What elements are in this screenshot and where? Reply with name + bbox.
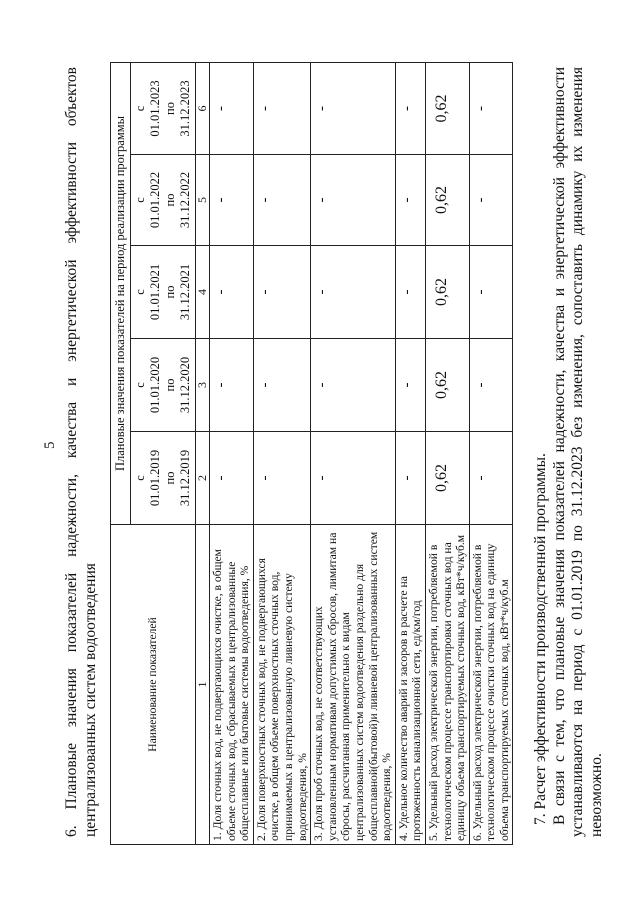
column-number: 5 (196, 155, 210, 246)
indicator-value: - (311, 432, 396, 525)
indicator-value: - (253, 246, 310, 339)
period-header: с 01.01.2022 по 31.12.2022 (131, 155, 196, 246)
indicator-value: 0,62 (425, 246, 469, 339)
indicator-value: 0,62 (425, 62, 469, 154)
indicator-value: - (469, 246, 513, 339)
indicator-value: - (311, 246, 396, 339)
indicator-value: 0,62 (425, 432, 469, 525)
indicator-value: - (469, 432, 513, 525)
section-7-paragraph (551, 67, 607, 837)
column-number: 6 (196, 62, 210, 154)
indicator-name: 6. Удельный расход электрической энергии, потребляемой в технологическом процессе очистки сточных вод на единицу объема транспортируемых сточных вод, кВт*ч/куб.м (469, 525, 513, 845)
table-row (210, 62, 254, 844)
indicator-value: - (469, 155, 513, 246)
column-number: 2 (196, 432, 210, 525)
period-header: с 01.01.2021 по 31.12.2021 (131, 246, 196, 339)
period-header: с 01.01.2020 по 31.12.2020 (131, 339, 196, 432)
indicator-name: 4. Удельное количество аварий и засоров в расчете на протяженность канализационной сети, ед/км/год (395, 525, 425, 845)
table-row (425, 62, 469, 844)
section-6-heading (62, 67, 100, 837)
period-header: с 01.01.2023 по 31.12.2023 (131, 62, 196, 154)
section-6-heading-line-2: централизованных систем водоотведения (82, 563, 99, 837)
indicator-value: - (210, 246, 254, 339)
period-header: с 01.01.2019 по 31.12.2019 (131, 432, 196, 525)
page-number: 5 (42, 441, 58, 449)
indicator-value: - (253, 62, 310, 154)
indicator-name: 2. Доля поверхностных сточных вод, не подвергающихся очистке, в общем объеме поверхностных сточных вод, принимаемых в централизованную ливневую систему водоотведения, % (253, 525, 310, 845)
indicator-name: 3. Доля проб сточных вод, не соответствующих установленным нормативам допустимых сбросов, лимитам на сбросы, рассчитанная применительно к видам централизованных систем водоотведения раздельно для общесплавной(бытовой)и ливневой централизованных систем водоотведения, % (311, 525, 396, 845)
indicator-value: - (395, 62, 425, 154)
indicator-value: 0,62 (425, 339, 469, 432)
indicator-value: - (395, 246, 425, 339)
indicator-value: - (395, 339, 425, 432)
section-7 (532, 67, 606, 837)
indicator-value: - (253, 155, 310, 246)
indicator-value: - (395, 432, 425, 525)
name-column-header: Наименование показателей (111, 525, 196, 845)
indicator-name: 1. Доля сточных вод, не подвергающихся очистке, в общем объеме сточных вод, сбрасываемых в централизованные общесплавные или бытовые системы водоотведения, % (210, 525, 254, 845)
plan-values-header: Плановые значения показателей на период реализации программы (111, 62, 131, 524)
indicator-value: - (210, 339, 254, 432)
indicator-name: 5. Удельный расход электрической энергии, потребляемой в технологическом процессе транспортировки сточных вод на единицу объема транспортируемых сточных вод, кВт*ч/куб.м (425, 525, 469, 845)
indicator-value: - (210, 62, 254, 154)
indicator-value: - (395, 155, 425, 246)
section-7-line-1: В связи с тем, что плановые значения показателей надежности, качества и энергетической эффективности (550, 67, 568, 825)
indicator-value: - (311, 62, 396, 154)
column-number: 1 (196, 525, 210, 845)
indicator-value: - (253, 432, 310, 525)
indicator-value: - (253, 339, 310, 432)
indicator-value: - (311, 155, 396, 246)
indicator-value: 0,62 (425, 155, 469, 246)
indicators-table (110, 62, 513, 845)
column-number: 4 (196, 246, 210, 339)
indicator-value: - (210, 155, 254, 246)
section-6-heading-line-1: 6. Плановые значения показателей надежности, качества и энергетической эффективности объектов (63, 67, 80, 837)
table-row (311, 62, 396, 844)
column-number-row (196, 62, 210, 844)
indicator-value: - (469, 62, 513, 154)
table-row (395, 62, 425, 844)
column-number: 3 (196, 339, 210, 432)
table-header-row (111, 62, 131, 844)
section-7-heading: 7. Расчет эффективности производственной программы. (532, 453, 549, 825)
table-row (469, 62, 513, 844)
section-7-line-3: невозможно. (587, 753, 605, 837)
indicator-value: - (469, 339, 513, 432)
indicator-value: - (210, 432, 254, 525)
table-row (253, 62, 310, 844)
section-7-line-2: устанавливаются на период с 01.01.2019 по 31.12.2023 без изменения, сопоставить динамику их изменения (569, 67, 586, 837)
indicator-value: - (311, 339, 396, 432)
